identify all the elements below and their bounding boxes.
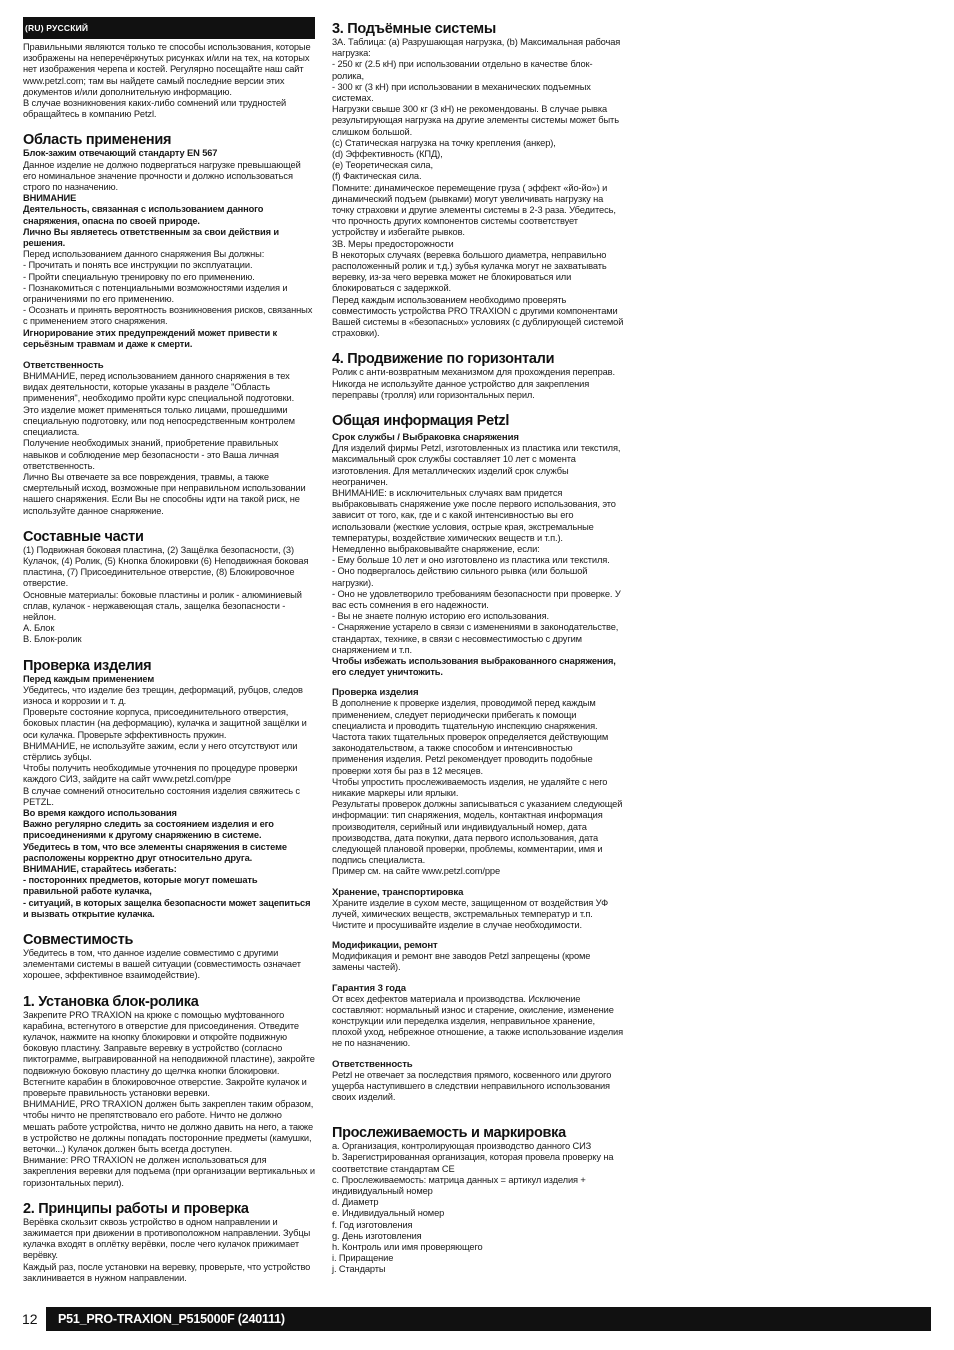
parts-section	[23, 529, 315, 646]
subsection-title: Ответственность	[332, 1058, 413, 1070]
section-title: Совместимость	[23, 932, 134, 949]
warning-text: Деятельность, связанная с использованием данного снаряжения, опасна по своей природе.	[23, 204, 264, 226]
section-title: 4. Продвижение по горизонтали	[332, 351, 555, 368]
responsibility-section	[23, 360, 315, 517]
paragraph: В некоторых случаях (веревка большого диаметра, неправильно расположенный ролик и т.д.) зубья кулачка могут не захватывать веревку, из-за чего веревка может не блокироваться или блокироваться с задержкой.	[332, 249, 607, 294]
paragraph: Ролик с анти-возвратным механизмом для прохождения переправ.	[332, 367, 615, 378]
list-item: (e) Теоретическая сила,	[332, 160, 433, 171]
list-item: - Познакомиться с потенциальными возможностями изделия и ограничениями по его применению.	[23, 282, 288, 305]
paragraph: Убедитесь в том, что данное изделие совместимо с другими элементами системы в вашей ситуации (совместимость означает хорошее, эффективное взаимодействие).	[23, 948, 301, 981]
paragraph: Храните изделие в сухом месте, защищенном от воздействия УФ лучей, химических веществ, экстремальных температур и т.п. Чистите и просушивайте изделие в случае необходимости.	[332, 897, 609, 931]
list-item: - Прочитать и понять все инструкции по эксплуатации.	[23, 260, 253, 271]
list-item: (d) Эффективность (КПД),	[332, 149, 443, 160]
paragraph: Убедитесь, что изделие без трещин, деформаций, рубцов, следов износа и коррозии и т. д.	[23, 684, 303, 706]
traceability-section	[332, 1125, 624, 1275]
list-item: a. Организация, контролирующая производство данного СИЗ	[332, 1141, 592, 1152]
list-item: g. День изготовления	[332, 1230, 422, 1241]
section-title: 1. Установка блок-ролика	[23, 993, 199, 1010]
list-item: e. Индивидуальный номер	[332, 1208, 445, 1219]
traverse-section	[332, 351, 624, 401]
list-item: - Снаряжение устарело в связи с изменениями в законодательстве, стандартах, технике, в связи с несовместимостью с другим снаряжением и т.п.	[332, 622, 619, 655]
intro-section	[23, 42, 315, 120]
section-title: Область применения	[23, 132, 172, 149]
paragraph: От всех дефектов материала и производства. Исключение составляют: нормальный износ и старение, окисление, изменение конструкции или переделка изделия, неправильное хранение, плохой уход, небрежное отношение, а также использование изделия не по назначению.	[332, 993, 624, 1049]
list-item: f. Год изготовления	[332, 1219, 413, 1230]
warning-text: ВНИМАНИЕ, старайтесь избегать:	[23, 864, 177, 874]
paragraph: Основные материалы: боковые пластины и ролик - алюминиевый сплав, кулачок - нержавеющая сталь, защелка безопасности - нейлон.	[23, 589, 302, 622]
list-item: B. Блок-ролик	[23, 634, 82, 645]
list-item: h. Контроль или имя проверяющего	[332, 1242, 483, 1253]
section-title: 2. Принципы работы и проверка	[23, 1200, 249, 1217]
general-info-section	[332, 413, 624, 1103]
list-item: d. Диаметр	[332, 1197, 379, 1208]
list-item: - 250 кг (2.5 кН) при использовании отдельно в качестве блок-ролика,	[332, 59, 593, 81]
section-title: Составные части	[23, 528, 144, 545]
paragraph: Немедленно выбраковывайте снаряжение, если:	[332, 543, 540, 554]
list-item: - Оно подвергалось действию сильного рывка (или большой нагрузки).	[332, 566, 588, 588]
paragraph: Нагрузки свыше 300 кг (3 кН) не рекомендованы. В случае рывка результирующая нагрузка на другие элементы системы может быть слишком большой.	[332, 104, 619, 137]
section-title: Прослеживаемость и маркировка	[332, 1125, 566, 1142]
paragraph: Результаты проверок должны записываться с указанием следующей информации: тип снаряжения, модель, контактная информация производителя, серийный или индивидуальный номер, дата производства, дата покупки, дата первого использования, дата следующей плановой проверки, проблемы, комментарии, имя и подпись специалиста.	[332, 799, 623, 866]
subsection-title: Модификации, ремонт	[332, 940, 438, 952]
list-item: (c) Статическая нагрузка на точку крепления (анкер),	[332, 137, 556, 148]
hauling-section	[332, 21, 624, 339]
paragraph: ВНИМАНИЕ: в исключительных случаях вам придется выбраковывать снаряжение уже после первого использования, это зависит от того, как, где и с какой интенсивностью вы его использовали (жесткие условия, острые края, экстремальные температуры, воздействие химических веществ и т.п.).	[332, 487, 616, 543]
list-item: - 300 кг (3 кН) при использовании в механических подъемных системах.	[332, 81, 591, 104]
paragraph: Чтобы упростить прослеживаемость изделия, не удаляйте с него никакие маркеры или ярлыки.	[332, 776, 608, 798]
subsection-title: Ответственность	[23, 360, 104, 372]
paragraph: Перед каждым использованием необходимо проверять совместимость устройства PRO TRAXION с другими компонентами Вашей системы в «безопасных» условиях (с дублирующей системой страховки).	[332, 294, 624, 339]
subsection-title: Проверка изделия	[332, 687, 419, 699]
paragraph: Это изделие может применяться только лицами, прошедшими специальную подготовку, или под непосредственным контролем специалиста.	[23, 404, 295, 438]
warning-text: Чтобы избежать использования выбракованного снаряжения, его следует уничтожить.	[332, 655, 616, 678]
list-item: (f) Фактическая сила.	[332, 171, 422, 182]
subsection-title: Во время каждого использования	[23, 807, 177, 818]
paragraph: Перед использованием данного снаряжения Вы должны:	[23, 249, 265, 260]
paragraph: 3B. Меры предосторожности	[332, 238, 454, 249]
subsection-title: Гарантия 3 года	[332, 982, 407, 994]
paragraph: 3A. Таблица: (a) Разрушающая нагрузка, (b) Максимальная рабочая нагрузка:	[332, 37, 621, 59]
warning-text: Лично Вы являетесь ответственным за свои действия и решения.	[23, 226, 279, 249]
paragraph: ВНИМАНИЕ, не используйте зажим, если у него отсутствуют или стёрлись зубцы.	[23, 740, 298, 762]
warning-text: Убедитесь в том, что все элементы снаряжения в системе расположены корректно друг относительно друга.	[23, 841, 287, 863]
list-item: b. Зарегистрированная организация, которая провела проверку на соответствие стандартам CE	[332, 1152, 614, 1174]
warning-title: ВНИМАНИЕ	[23, 193, 77, 204]
list-item: - Пройти специальную тренировку по его применению.	[23, 271, 255, 282]
paragraph: Никогда не используйте данное устройство для закрепления переправы (тролля) или горизонтальных перил.	[332, 378, 590, 400]
paragraph: Лично Вы отвечаете за все повреждения, травмы, а также смертельный исход, возможные при неправильном использовании нашего снаряжения. Если Вы не способны идти на такой риск, не используйте данное снаряжение.	[23, 471, 306, 516]
warning-text: - посторонних предметов, которые могут помешать правильной работе кулачка,	[23, 875, 258, 897]
list-item: - Оно не удовлетворило требованиям безопасности при проверке. У вас есть сомнения в его надежности.	[332, 588, 621, 610]
paragraph: Помните: динамическое перемещение груза ( эффект «йо-йо») и динамический подъем (рывками) могут увеличивать нагрузку на точку страховки и другие элементы системы в 2-3 раза. Убедитесь, что прочность других компонентов системы соответствует устройству и избегайте рывков.	[332, 182, 616, 238]
inspection-section	[23, 658, 315, 920]
page-number: 12	[22, 1311, 38, 1327]
paragraph: Для изделий фирмы Petzl, изготовленных из пластика или текстиля, максимальный срок службы составляет 10 лет с момента изготовления. Для металлических изделий срок службы неограничен.	[332, 443, 621, 487]
paragraph: Данное изделие не должно подвергаться нагрузке превышающей его номинальное значение прочности и должно использоваться строго по назначению.	[23, 159, 301, 193]
section-title: 3. Подъёмные системы	[332, 21, 496, 37]
section-title: Проверка изделия	[23, 657, 152, 674]
paragraph: Верёвка скользит сквозь устройство в одном направлении и зажимается при движении в противоположном направлении. Зубцы кулачка входят в оплётку верёвки, после чего кулачок прижимает верёвку.	[23, 1216, 311, 1261]
subsection-title: Хранение, транспортировка	[332, 886, 464, 898]
list-item: - Вы не знаете полную историю его использования.	[332, 611, 549, 622]
installation-section	[23, 994, 315, 1189]
paragraph: (1) Подвижная боковая пластина, (2) Защёлка безопасности, (3) Кулачок, (4) Ролик, (5) Кнопка блокировки (6) Неподвижная боковая пластина, (7) Присоединительное отверстие, (8) Блокировочное отверстие.	[23, 544, 309, 589]
principle-section	[23, 1201, 315, 1284]
compatibility-section	[23, 932, 315, 982]
right-column	[332, 17, 624, 1276]
warning-text: Важно регулярно следить за состоянием изделия и его присоединениями к другому снаряжению в системе.	[23, 819, 274, 841]
subsection-title: Перед каждым применением	[23, 673, 155, 684]
list-item: - Осознать и принять вероятность возникновения рисков, связанных с применением этого снаряжения.	[23, 305, 313, 327]
paragraph: В дополнение к проверке изделия, проводимой перед каждым применением, следует периодически прибегать к помощи специалиста и проводить тщательную инспекцию снаряжения. Частота таких тщательных проверок определяется действующим законодательством, а также способом и интенсивностью применения изделия. Petzl рекомендует проводить подобные проверки хотя бы раз в 12 месяцев.	[332, 698, 609, 776]
paragraph: Закрепите PRO TRAXION на крюке с помощью муфтованного карабина, встегнутого в отверстие для присоединения. Отведите кулачок, нажмите на кнопку блокировки и откройте подвижную боковую пластину. Заправьте веревку в устройство (согласно пиктограмме, выгравированной на неподвижной пластине), закройте подвижную боковую пластину до щелчка кнопки блокировки. Встегните карабин в блокировочное отверстие. Закройте кулачок и проверьте правильность установки веревки.	[23, 1009, 315, 1099]
intro-paragraph: В случае возникновения каких-либо сомнений или трудностей обращайтесь в компанию Petzl.	[23, 98, 287, 120]
list-item: i. Приращение	[332, 1253, 394, 1264]
list-item: j. Стандарты	[332, 1264, 386, 1275]
list-item: c. Прослеживаемость: матрица данных = артикул изделия + индивидуальный номер	[332, 1174, 586, 1197]
paragraph: Внимание: PRO TRAXION не должен использоваться для закрепления веревки для подъема (при организации вертикальных и горизонтальных перил).	[23, 1155, 316, 1188]
paragraph: Petzl не отвечает за последствия прямого, косвенного или другого ущерба наступившего в следствии неправильного использования своих изделий.	[332, 1069, 612, 1103]
intro-paragraph: Правильными являются только те способы использования, которые изображены на неперечёркнутых рисунках и/или на тех, на которых нет изображения черепа и костей. Регулярно посещайте наш сайт www.petzl.com; там вы найдете самый последние версии этих документов и/или дополнительную информацию.	[23, 42, 311, 97]
paragraph: Пример см. на сайте www.petzl.com/ppe	[332, 866, 501, 877]
document-id-bar: P51_PRO-TRAXION_P515000F (240111)	[46, 1307, 931, 1331]
warning-text: Игнорирование этих предупреждений может привести к серьёзным травмам и даже к смерти.	[23, 327, 278, 349]
paragraph: ВНИМАНИЕ, перед использованием данного снаряжения в тех видах деятельности, которые указаны в разделе "Область применения", необходимо пройти курс специальной подготовки.	[23, 371, 295, 404]
left-column	[23, 17, 315, 1284]
list-item: A. Блок	[23, 623, 55, 634]
paragraph: Проверьте состояние корпуса, присоединительного отверстия, боковых пластин (на деформацию), кулачка и защитной защёлки и оси кулачка. Проверьте эффективность пружин.	[23, 707, 307, 740]
paragraph: В случае сомнений относительно состояния изделия свяжитесь с PETZL.	[23, 785, 300, 807]
field-of-use-section	[23, 132, 315, 350]
paragraph: Получение необходимых знаний, приобретение правильных навыков и соблюдение мер безопасности - это Ваша личная ответственность.	[23, 438, 279, 471]
subsection-title: Срок службы / Выбраковка снаряжения	[332, 432, 519, 444]
paragraph: Чтобы получить необходимые уточнения по процедуре проверки каждого СИЗ, зайдите на сайт www.petzl.com/ppe	[23, 763, 298, 785]
warning-text: - ситуаций, в которых защелка безопасности может зацепиться и вызвать открытие кулачка.	[23, 897, 311, 919]
list-item: - Ему больше 10 лет и оно изготовлено из пластика или текстиля.	[332, 555, 610, 566]
section-title: Общая информация Petzl	[332, 413, 510, 430]
standard-line: Блок-зажим отвечающий стандарту EN 567	[23, 148, 218, 159]
paragraph: ВНИМАНИЕ, PRO TRAXION должен быть закреплен таким образом, чтобы ничто не препятствовало его работе. Ничто не должно мешать работе устройства, ничто не должно давить на него, а также в устройство не должны попадать посторонние предметы (камушки, веточки...) Кулачок должен быть всегда доступен.	[23, 1099, 314, 1155]
paragraph: Модификация и ремонт вне заводов Petzl запрещены (кроме замены частей).	[332, 951, 591, 973]
paragraph: Каждый раз, после установки на веревку, проверьте, что устройство заклинивается в нужном направлении.	[23, 1261, 311, 1283]
language-label: (RU) РУССКИЙ	[23, 17, 315, 39]
